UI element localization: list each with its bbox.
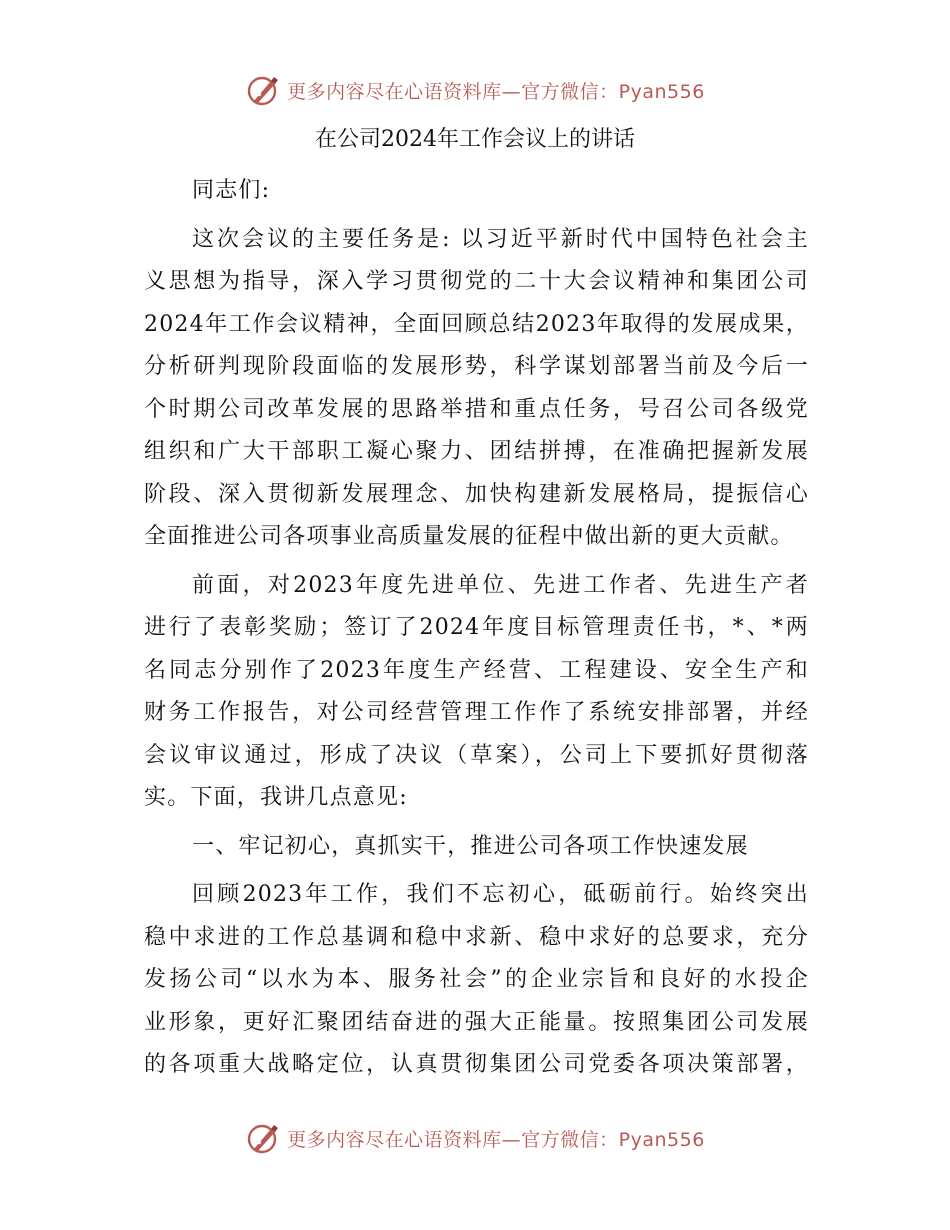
text-line: 2024年工作会议精神，全面回顾总结2023年取得的发展成果， [144, 311, 809, 337]
pen-circle-icon [245, 72, 281, 108]
pen-circle-icon [245, 1120, 281, 1156]
salutation-text: 同志们: [192, 178, 271, 203]
text-line: 全面推进公司各项事业高质量发展的征程中做出新的更大贡献。 [144, 524, 794, 549]
text-line: 的各项重大战略定位，认真贯彻集团公司党委各项决策部署， [144, 1052, 809, 1077]
paragraph-1 [144, 219, 809, 559]
text-line: 阶段、深入贯彻新发展理念、加快构建新发展格局，提振信心 [144, 481, 809, 507]
text-line: 前面，对2023年度先进单位、先进工作者、先进生产者 [192, 572, 809, 598]
text-line: 名同志分别作了2023年度生产经营、工程建设、安全生产和 [144, 657, 809, 683]
text-line: 会议审议通过，形成了决议（草案），公司上下要抓好贯彻落 [144, 742, 809, 768]
watermark-footer [0, 1118, 950, 1158]
text-line: 组织和广大干部职工凝心聚力、团结拼搏，在准确把握新发展 [144, 439, 809, 464]
text-line: 发扬公司“以水为本、服务社会”的企业宗旨和良好的水投企 [144, 967, 809, 992]
text-line: 稳中求进的工作总基调和稳中求新、稳中求好的总要求，充分 [144, 924, 809, 950]
text-line: 回顾2023年工作，我们不忘初心，砥砺前行。始终突出 [192, 882, 809, 907]
watermark-text: 更多内容尽在心语资料库—官方微信：Pyan556 [287, 1128, 705, 1151]
paragraph-2 [144, 565, 809, 820]
watermark-text: 更多内容尽在心语资料库—官方微信：Pyan556 [287, 80, 705, 103]
document-title: 在公司2024年工作会议上的讲话 [315, 127, 635, 152]
text-line: 实。下面，我讲几点意见: [144, 785, 408, 810]
text-line: 个时期公司改革发展的思路举措和重点任务，号召公司各级党 [144, 396, 809, 422]
text-line: 业形象，更好汇聚团结奋进的强大正能量。按照集团公司发展 [144, 1009, 809, 1035]
watermark-header [0, 70, 950, 110]
section-heading-text: 一、牢记初心，真抓实干，推进公司各项工作快速发展 [192, 833, 749, 859]
text-line: 进行了表彰奖励；签订了2024年度目标管理责任书，*、*两 [144, 615, 809, 640]
text-line: 分析研判现阶段面临的发展形势，科学谋划部署当前及今后一 [144, 354, 809, 379]
text-line: 财务工作报告，对公司经营管理工作作了系统安排部署，并经 [144, 700, 809, 725]
document-body [144, 170, 809, 1087]
text-line: 义思想为指导，深入学习贯彻党的二十大会议精神和集团公司 [144, 269, 809, 294]
section-heading-1 [144, 826, 809, 869]
paragraph-3 [144, 874, 809, 1087]
text-line: 这次会议的主要任务是: 以习近平新时代中国特色社会主 [192, 226, 809, 252]
salutation [144, 170, 809, 213]
